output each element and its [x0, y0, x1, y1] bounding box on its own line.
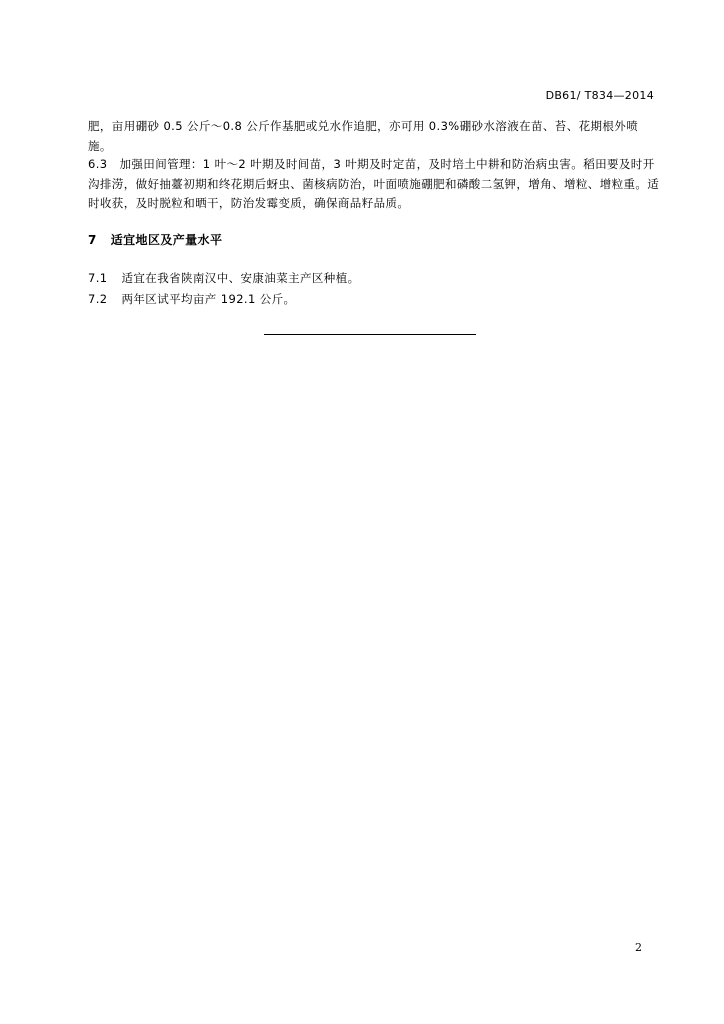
section-6-3-number: 6.3 [88, 157, 108, 171]
section-7-1-number: 7.1 [88, 271, 108, 285]
section-7-2-text: 两年区试平均亩产 192.1 公斤。 [121, 292, 296, 306]
section-7-title: 适宜地区及产量水平 [110, 233, 223, 247]
section-6-3-text: 加强田间管理：1 叶～2 叶期及时间苗，3 叶期及时定苗，及时培土中耕和防治病虫害。稻田要及时开沟排涝，做好抽薹初期和终花期后蚜虫、菌核病防治，叶面喷施硼肥和磷酸二氢钾，增角、增粒、增粒重。适时收获，及时脱粒和晒干，防治发霉变质，确保商品籽品质。 [88, 157, 660, 210]
section-7-number: 7 [88, 233, 97, 247]
section-6-3 [88, 155, 660, 214]
end-of-document-rule [264, 334, 476, 335]
section-7-1-text: 适宜在我省陕南汉中、安康油菜主产区种植。 [121, 271, 360, 285]
section-7-1 [88, 270, 360, 286]
standard-code: DB61/ T834—2014 [545, 89, 654, 102]
paragraph-continuation: 肥，亩用硼砂 0.5 公斤～0.8 公斤作基肥或兑水作追肥，亦可用 0.3%硼砂水溶液在苗、苔、花期根外喷施。 [88, 119, 639, 153]
section-7-heading [88, 231, 222, 248]
section-7-2-number: 7.2 [88, 292, 108, 306]
page-number: 2 [635, 941, 642, 954]
section-7-2 [88, 291, 295, 307]
